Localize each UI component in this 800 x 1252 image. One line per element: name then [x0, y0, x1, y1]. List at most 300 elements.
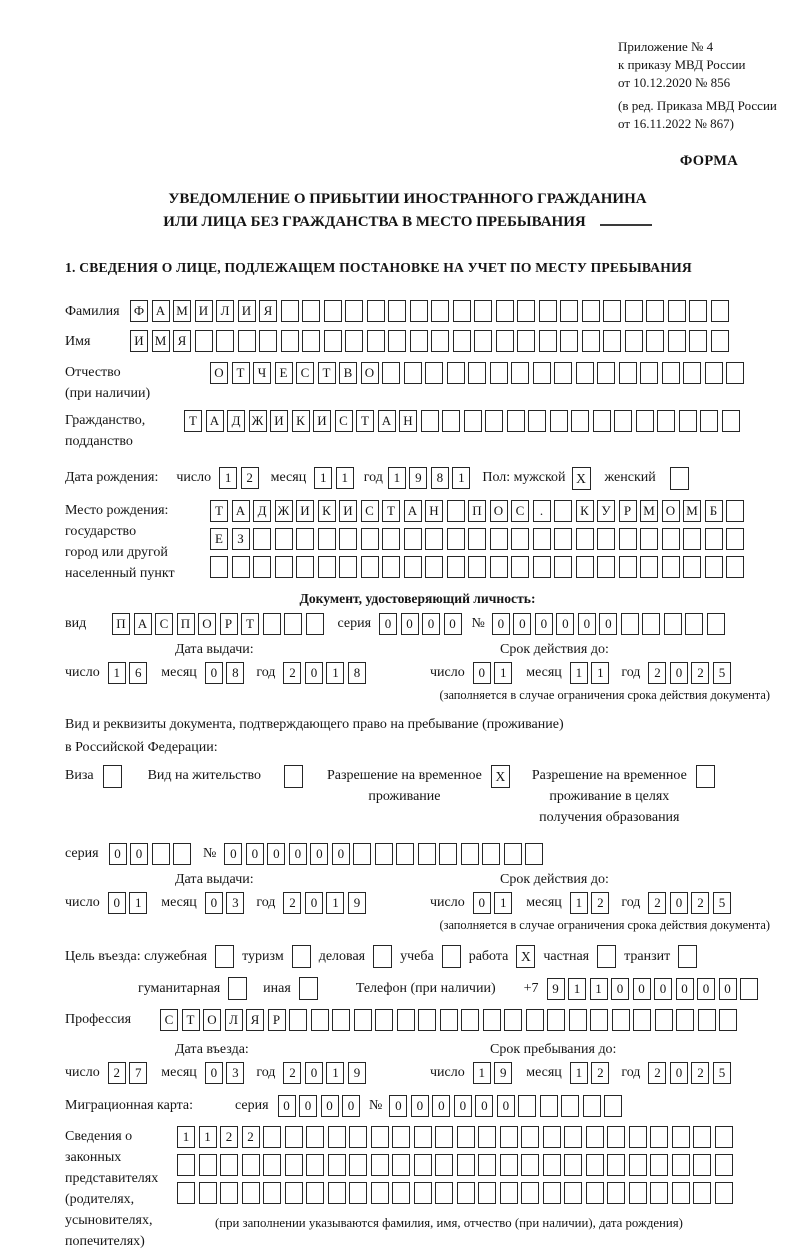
char-cell[interactable]: 0: [432, 1095, 450, 1117]
char-cell[interactable]: [726, 362, 744, 384]
char-cell[interactable]: 1: [570, 662, 588, 684]
char-cell[interactable]: [715, 1154, 733, 1176]
char-cell[interactable]: [586, 1154, 604, 1176]
char-cell[interactable]: [655, 1009, 673, 1031]
char-cell[interactable]: 2: [691, 892, 709, 914]
char-cell[interactable]: [382, 528, 400, 550]
char-cell[interactable]: 0: [633, 978, 651, 1000]
char-cell[interactable]: 7: [129, 1062, 147, 1084]
id-valid-day-field[interactable]: [473, 662, 513, 684]
char-cell[interactable]: М: [683, 500, 701, 522]
char-cell[interactable]: [468, 362, 486, 384]
char-cell[interactable]: Р: [619, 500, 637, 522]
char-cell[interactable]: 0: [497, 1095, 515, 1117]
char-cell[interactable]: [275, 528, 293, 550]
char-cell[interactable]: [539, 330, 557, 352]
char-cell[interactable]: [564, 1182, 582, 1204]
char-cell[interactable]: [177, 1154, 195, 1176]
char-cell[interactable]: [284, 613, 302, 635]
char-cell[interactable]: [597, 528, 615, 550]
char-cell[interactable]: [232, 556, 250, 578]
char-cell[interactable]: 0: [267, 843, 285, 865]
char-cell[interactable]: [152, 843, 170, 865]
char-cell[interactable]: [397, 1009, 415, 1031]
char-cell[interactable]: [388, 330, 406, 352]
char-cell[interactable]: У: [597, 500, 615, 522]
stay-month-field[interactable]: [570, 1062, 610, 1084]
char-cell[interactable]: Я: [173, 330, 191, 352]
char-cell[interactable]: [612, 1009, 630, 1031]
temp-residence-checkbox[interactable]: X: [491, 765, 510, 788]
char-cell[interactable]: [583, 1095, 601, 1117]
char-cell[interactable]: [425, 528, 443, 550]
char-cell[interactable]: 1: [568, 978, 586, 1000]
char-cell[interactable]: [582, 300, 600, 322]
char-cell[interactable]: А: [404, 500, 422, 522]
char-cell[interactable]: 0: [475, 1095, 493, 1117]
char-cell[interactable]: 8: [348, 662, 366, 684]
char-cell[interactable]: 0: [130, 843, 148, 865]
char-cell[interactable]: 2: [648, 1062, 666, 1084]
char-cell[interactable]: 0: [670, 662, 688, 684]
char-cell[interactable]: [210, 556, 228, 578]
char-cell[interactable]: [371, 1182, 389, 1204]
char-cell[interactable]: [328, 1182, 346, 1204]
char-cell[interactable]: [468, 556, 486, 578]
profession-field[interactable]: [160, 1009, 737, 1031]
char-cell[interactable]: И: [339, 500, 357, 522]
char-cell[interactable]: [382, 362, 400, 384]
char-cell[interactable]: [722, 410, 740, 432]
char-cell[interactable]: [435, 1126, 453, 1148]
char-cell[interactable]: С: [511, 500, 529, 522]
birth-month-field[interactable]: [314, 467, 354, 489]
char-cell[interactable]: 1: [326, 892, 344, 914]
char-cell[interactable]: 2: [648, 892, 666, 914]
char-cell[interactable]: [263, 1154, 281, 1176]
id-valid-month-field[interactable]: [570, 662, 610, 684]
char-cell[interactable]: [285, 1154, 303, 1176]
char-cell[interactable]: 0: [305, 1062, 323, 1084]
char-cell[interactable]: [711, 330, 729, 352]
char-cell[interactable]: Т: [318, 362, 336, 384]
char-cell[interactable]: [367, 300, 385, 322]
char-cell[interactable]: 1: [177, 1126, 195, 1148]
char-cell[interactable]: 0: [401, 613, 419, 635]
char-cell[interactable]: [683, 362, 701, 384]
char-cell[interactable]: М: [173, 300, 191, 322]
char-cell[interactable]: Е: [275, 362, 293, 384]
char-cell[interactable]: [571, 410, 589, 432]
char-cell[interactable]: [564, 1126, 582, 1148]
char-cell[interactable]: [464, 410, 482, 432]
char-cell[interactable]: 2: [283, 1062, 301, 1084]
char-cell[interactable]: [685, 613, 703, 635]
char-cell[interactable]: [521, 1182, 539, 1204]
char-cell[interactable]: 1: [452, 467, 470, 489]
char-cell[interactable]: [425, 556, 443, 578]
char-cell[interactable]: [253, 528, 271, 550]
char-cell[interactable]: [619, 528, 637, 550]
purpose-humanitarian-checkbox[interactable]: [228, 977, 247, 1000]
char-cell[interactable]: [715, 1182, 733, 1204]
char-cell[interactable]: [640, 362, 658, 384]
char-cell[interactable]: 0: [492, 613, 510, 635]
char-cell[interactable]: [367, 330, 385, 352]
char-cell[interactable]: [285, 1182, 303, 1204]
char-cell[interactable]: [414, 1182, 432, 1204]
char-cell[interactable]: С: [155, 613, 173, 635]
char-cell[interactable]: [614, 410, 632, 432]
char-cell[interactable]: 0: [556, 613, 574, 635]
char-cell[interactable]: 8: [431, 467, 449, 489]
birthplace-row3-field[interactable]: [210, 556, 744, 578]
char-cell[interactable]: О: [203, 1009, 221, 1031]
char-cell[interactable]: [453, 300, 471, 322]
char-cell[interactable]: 0: [224, 843, 242, 865]
char-cell[interactable]: 1: [591, 662, 609, 684]
entry-year-field[interactable]: [283, 1062, 366, 1084]
char-cell[interactable]: [253, 556, 271, 578]
purpose-work-checkbox[interactable]: X: [516, 945, 535, 968]
char-cell[interactable]: 0: [697, 978, 715, 1000]
char-cell[interactable]: [633, 1009, 651, 1031]
birth-day-field[interactable]: [219, 467, 259, 489]
char-cell[interactable]: [640, 556, 658, 578]
char-cell[interactable]: 0: [321, 1095, 339, 1117]
char-cell[interactable]: 1: [326, 1062, 344, 1084]
char-cell[interactable]: 6: [129, 662, 147, 684]
char-cell[interactable]: [318, 556, 336, 578]
char-cell[interactable]: 0: [278, 1095, 296, 1117]
char-cell[interactable]: [672, 1182, 690, 1204]
char-cell[interactable]: 1: [494, 892, 512, 914]
char-cell[interactable]: [526, 1009, 544, 1031]
char-cell[interactable]: [650, 1182, 668, 1204]
char-cell[interactable]: [672, 1126, 690, 1148]
char-cell[interactable]: [693, 1126, 711, 1148]
char-cell[interactable]: [504, 843, 522, 865]
char-cell[interactable]: 1: [570, 1062, 588, 1084]
char-cell[interactable]: [483, 1009, 501, 1031]
permit-series-field[interactable]: [109, 843, 192, 865]
char-cell[interactable]: А: [232, 500, 250, 522]
char-cell[interactable]: [474, 300, 492, 322]
representatives-row2-field[interactable]: [177, 1154, 733, 1176]
char-cell[interactable]: О: [361, 362, 379, 384]
char-cell[interactable]: [195, 330, 213, 352]
char-cell[interactable]: 0: [719, 978, 737, 1000]
char-cell[interactable]: [447, 556, 465, 578]
char-cell[interactable]: [550, 410, 568, 432]
char-cell[interactable]: 0: [305, 662, 323, 684]
char-cell[interactable]: Р: [268, 1009, 286, 1031]
char-cell[interactable]: [629, 1126, 647, 1148]
char-cell[interactable]: [339, 556, 357, 578]
char-cell[interactable]: [332, 1009, 350, 1031]
char-cell[interactable]: 0: [205, 892, 223, 914]
char-cell[interactable]: [672, 1154, 690, 1176]
visa-checkbox[interactable]: [103, 765, 122, 788]
char-cell[interactable]: [625, 300, 643, 322]
permit-issue-year-field[interactable]: [283, 892, 366, 914]
char-cell[interactable]: 0: [654, 978, 672, 1000]
char-cell[interactable]: 0: [205, 662, 223, 684]
surname-field[interactable]: [130, 300, 729, 322]
char-cell[interactable]: 0: [305, 892, 323, 914]
char-cell[interactable]: А: [206, 410, 224, 432]
char-cell[interactable]: [447, 528, 465, 550]
char-cell[interactable]: Д: [227, 410, 245, 432]
char-cell[interactable]: [560, 300, 578, 322]
char-cell[interactable]: [586, 1126, 604, 1148]
char-cell[interactable]: [543, 1154, 561, 1176]
char-cell[interactable]: [711, 300, 729, 322]
char-cell[interactable]: [504, 1009, 522, 1031]
char-cell[interactable]: [576, 362, 594, 384]
char-cell[interactable]: 2: [283, 892, 301, 914]
char-cell[interactable]: 1: [199, 1126, 217, 1148]
char-cell[interactable]: [414, 1126, 432, 1148]
char-cell[interactable]: [404, 362, 422, 384]
birth-year-field[interactable]: [388, 467, 471, 489]
sex-female-checkbox[interactable]: [670, 467, 689, 490]
char-cell[interactable]: [490, 362, 508, 384]
char-cell[interactable]: [683, 556, 701, 578]
char-cell[interactable]: [263, 1182, 281, 1204]
char-cell[interactable]: 3: [226, 1062, 244, 1084]
purpose-private-checkbox[interactable]: [597, 945, 616, 968]
char-cell[interactable]: [353, 843, 371, 865]
char-cell[interactable]: 1: [326, 662, 344, 684]
char-cell[interactable]: П: [468, 500, 486, 522]
char-cell[interactable]: [650, 1126, 668, 1148]
char-cell[interactable]: 0: [310, 843, 328, 865]
char-cell[interactable]: [719, 1009, 737, 1031]
char-cell[interactable]: [500, 1126, 518, 1148]
char-cell[interactable]: О: [662, 500, 680, 522]
char-cell[interactable]: 0: [535, 613, 553, 635]
char-cell[interactable]: И: [130, 330, 148, 352]
char-cell[interactable]: Е: [210, 528, 228, 550]
char-cell[interactable]: 2: [591, 1062, 609, 1084]
char-cell[interactable]: [220, 1154, 238, 1176]
char-cell[interactable]: Т: [184, 410, 202, 432]
char-cell[interactable]: Т: [241, 613, 259, 635]
char-cell[interactable]: [439, 843, 457, 865]
char-cell[interactable]: [263, 613, 281, 635]
char-cell[interactable]: [306, 613, 324, 635]
char-cell[interactable]: [533, 556, 551, 578]
char-cell[interactable]: [569, 1009, 587, 1031]
char-cell[interactable]: [392, 1154, 410, 1176]
permit-valid-month-field[interactable]: [570, 892, 610, 914]
char-cell[interactable]: [263, 1126, 281, 1148]
char-cell[interactable]: [371, 1126, 389, 1148]
char-cell[interactable]: [597, 556, 615, 578]
char-cell[interactable]: Я: [259, 300, 277, 322]
char-cell[interactable]: К: [292, 410, 310, 432]
char-cell[interactable]: К: [318, 500, 336, 522]
mc-number-field[interactable]: [389, 1095, 622, 1117]
char-cell[interactable]: И: [313, 410, 331, 432]
char-cell[interactable]: 0: [342, 1095, 360, 1117]
char-cell[interactable]: [431, 300, 449, 322]
char-cell[interactable]: [281, 330, 299, 352]
char-cell[interactable]: [564, 1154, 582, 1176]
purpose-study-checkbox[interactable]: [442, 945, 461, 968]
phone-field[interactable]: [547, 978, 759, 1000]
char-cell[interactable]: [396, 843, 414, 865]
char-cell[interactable]: 0: [676, 978, 694, 1000]
char-cell[interactable]: [318, 528, 336, 550]
char-cell[interactable]: [533, 362, 551, 384]
char-cell[interactable]: 0: [670, 1062, 688, 1084]
id-valid-year-field[interactable]: [648, 662, 731, 684]
char-cell[interactable]: [447, 500, 465, 522]
char-cell[interactable]: 0: [299, 1095, 317, 1117]
char-cell[interactable]: [485, 410, 503, 432]
char-cell[interactable]: [689, 300, 707, 322]
char-cell[interactable]: [435, 1154, 453, 1176]
char-cell[interactable]: .: [533, 500, 551, 522]
char-cell[interactable]: [604, 1095, 622, 1117]
char-cell[interactable]: З: [232, 528, 250, 550]
char-cell[interactable]: [698, 1009, 716, 1031]
char-cell[interactable]: [461, 843, 479, 865]
char-cell[interactable]: [281, 300, 299, 322]
char-cell[interactable]: [586, 1182, 604, 1204]
char-cell[interactable]: [404, 528, 422, 550]
char-cell[interactable]: [324, 330, 342, 352]
char-cell[interactable]: 8: [226, 662, 244, 684]
char-cell[interactable]: [375, 843, 393, 865]
char-cell[interactable]: Ч: [253, 362, 271, 384]
char-cell[interactable]: 1: [219, 467, 237, 489]
char-cell[interactable]: С: [361, 500, 379, 522]
char-cell[interactable]: Д: [253, 500, 271, 522]
char-cell[interactable]: [576, 556, 594, 578]
char-cell[interactable]: Т: [232, 362, 250, 384]
char-cell[interactable]: Ж: [249, 410, 267, 432]
char-cell[interactable]: [539, 300, 557, 322]
permit-issue-day-field[interactable]: [108, 892, 148, 914]
char-cell[interactable]: Я: [246, 1009, 264, 1031]
char-cell[interactable]: Т: [356, 410, 374, 432]
purpose-business-checkbox[interactable]: [373, 945, 392, 968]
char-cell[interactable]: 1: [314, 467, 332, 489]
char-cell[interactable]: И: [270, 410, 288, 432]
char-cell[interactable]: 9: [547, 978, 565, 1000]
char-cell[interactable]: [507, 410, 525, 432]
char-cell[interactable]: 2: [242, 1126, 260, 1148]
char-cell[interactable]: [603, 330, 621, 352]
purpose-transit-checkbox[interactable]: [678, 945, 697, 968]
char-cell[interactable]: [629, 1154, 647, 1176]
char-cell[interactable]: 5: [713, 662, 731, 684]
char-cell[interactable]: [700, 410, 718, 432]
char-cell[interactable]: [500, 1182, 518, 1204]
char-cell[interactable]: [511, 362, 529, 384]
char-cell[interactable]: 0: [389, 1095, 407, 1117]
char-cell[interactable]: [289, 1009, 307, 1031]
char-cell[interactable]: [603, 300, 621, 322]
char-cell[interactable]: И: [195, 300, 213, 322]
char-cell[interactable]: 0: [246, 843, 264, 865]
char-cell[interactable]: [392, 1126, 410, 1148]
char-cell[interactable]: [554, 500, 572, 522]
char-cell[interactable]: [345, 330, 363, 352]
char-cell[interactable]: [220, 1182, 238, 1204]
char-cell[interactable]: [275, 556, 293, 578]
char-cell[interactable]: 1: [108, 662, 126, 684]
id-issue-day-field[interactable]: [108, 662, 148, 684]
char-cell[interactable]: 2: [283, 662, 301, 684]
char-cell[interactable]: [650, 1154, 668, 1176]
representatives-row3-field[interactable]: [177, 1182, 733, 1204]
char-cell[interactable]: [646, 300, 664, 322]
char-cell[interactable]: С: [296, 362, 314, 384]
char-cell[interactable]: [636, 410, 654, 432]
char-cell[interactable]: [607, 1126, 625, 1148]
char-cell[interactable]: [576, 528, 594, 550]
char-cell[interactable]: 1: [494, 662, 512, 684]
representatives-row1-field[interactable]: [177, 1126, 733, 1148]
char-cell[interactable]: [561, 1095, 579, 1117]
char-cell[interactable]: [388, 300, 406, 322]
char-cell[interactable]: [490, 556, 508, 578]
residence-permit-checkbox[interactable]: [284, 765, 303, 788]
char-cell[interactable]: [339, 528, 357, 550]
char-cell[interactable]: И: [238, 300, 256, 322]
char-cell[interactable]: [693, 1154, 711, 1176]
char-cell[interactable]: [371, 1154, 389, 1176]
char-cell[interactable]: [435, 1182, 453, 1204]
id-type-field[interactable]: [112, 613, 324, 635]
char-cell[interactable]: 0: [599, 613, 617, 635]
char-cell[interactable]: В: [339, 362, 357, 384]
char-cell[interactable]: Ж: [275, 500, 293, 522]
char-cell[interactable]: 2: [220, 1126, 238, 1148]
char-cell[interactable]: 0: [108, 892, 126, 914]
char-cell[interactable]: [597, 362, 615, 384]
char-cell[interactable]: Л: [225, 1009, 243, 1031]
char-cell[interactable]: Т: [210, 500, 228, 522]
char-cell[interactable]: К: [576, 500, 594, 522]
char-cell[interactable]: [457, 1182, 475, 1204]
char-cell[interactable]: [311, 1009, 329, 1031]
char-cell[interactable]: [382, 556, 400, 578]
char-cell[interactable]: [705, 556, 723, 578]
char-cell[interactable]: А: [134, 613, 152, 635]
char-cell[interactable]: [543, 1126, 561, 1148]
char-cell[interactable]: 0: [473, 662, 491, 684]
char-cell[interactable]: Р: [220, 613, 238, 635]
char-cell[interactable]: [478, 1154, 496, 1176]
char-cell[interactable]: [447, 362, 465, 384]
char-cell[interactable]: [662, 556, 680, 578]
char-cell[interactable]: [457, 1126, 475, 1148]
char-cell[interactable]: [302, 330, 320, 352]
char-cell[interactable]: [177, 1182, 195, 1204]
char-cell[interactable]: Т: [382, 500, 400, 522]
char-cell[interactable]: [328, 1126, 346, 1148]
entry-month-field[interactable]: [205, 1062, 245, 1084]
id-issue-year-field[interactable]: [283, 662, 366, 684]
char-cell[interactable]: [306, 1154, 324, 1176]
char-cell[interactable]: А: [152, 300, 170, 322]
char-cell[interactable]: И: [296, 500, 314, 522]
